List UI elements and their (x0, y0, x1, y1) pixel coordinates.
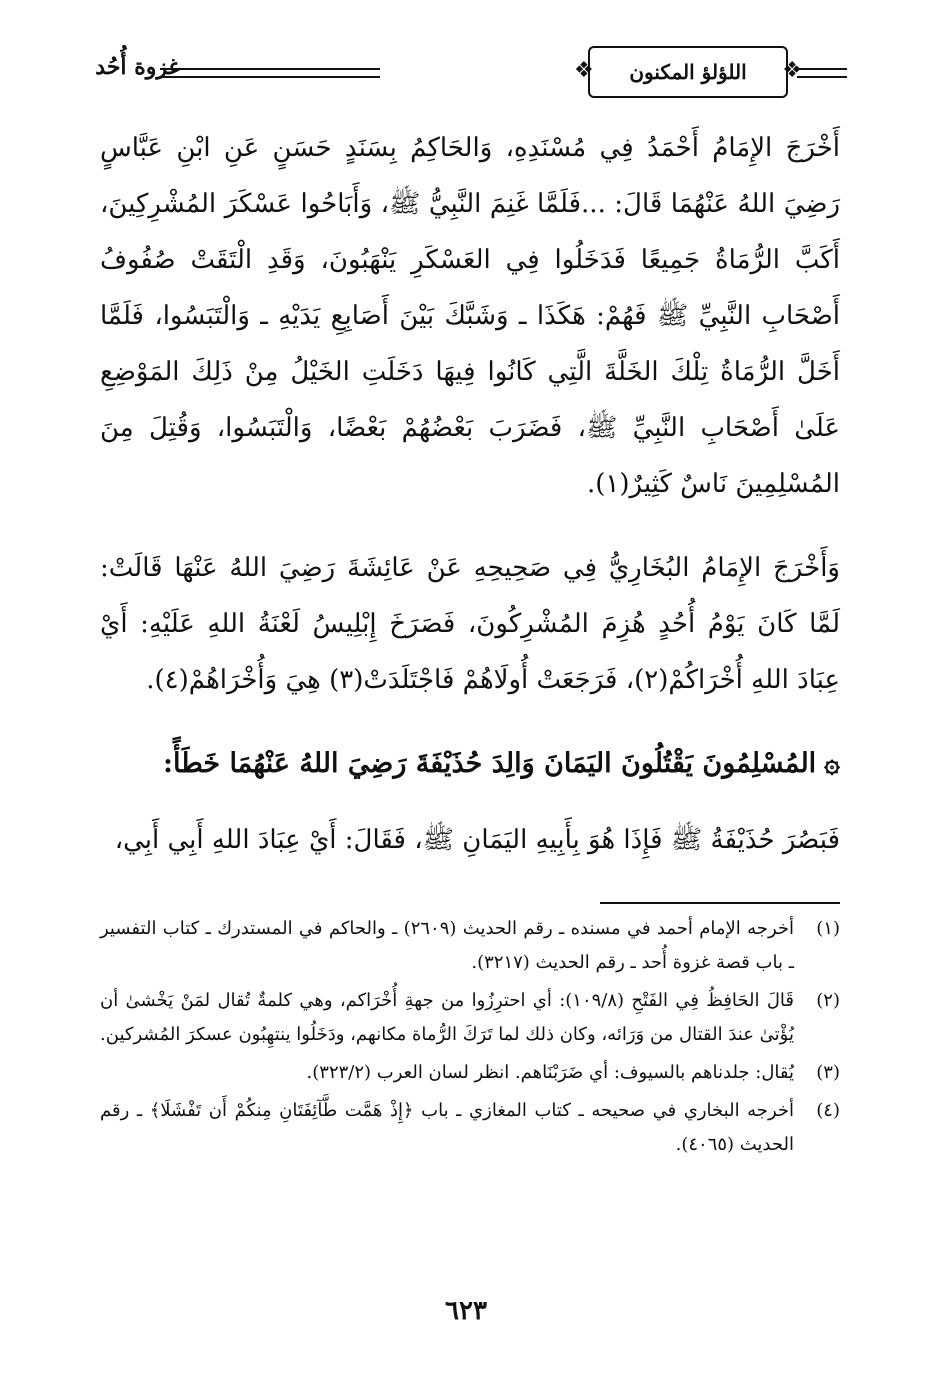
book-title: ❖ اللؤلؤ المكنون (629, 60, 747, 84)
section-title: غزوة أُحُد (95, 54, 180, 80)
footnote-number: (٤) (816, 1100, 840, 1121)
running-header (60, 40, 880, 110)
main-text (100, 120, 840, 896)
paragraph: أَخْرَجَ الإِمَامُ أَحْمَدُ فِي مُسْنَدِهِ، وَالحَاكِمُ بِسَنَدٍ حَسَنٍ عَنِ ابْنِ عَبَّاسٍ رَضِيَ اللهُ عَنْهُمَا قَالَ: ...فَلَمَّا غَنِمَ النَّبِيُّ ﷺ، وَأَبَاحُوا عَسْكَرَ المُشْرِكِينَ، أَكَبَّ الرُّمَاةُ جَمِيعًا فَدَخَلُوا فِي العَسْكَرِ يَنْهَبُونَ، وَقَدِ الْتَقَتْ صُفُوفُ أَصْحَابِ النَّبِيِّ ﷺ فَهُمْ: هَكَذَا ـ وَشَبَّكَ بَيْنَ أَصَابِعِ يَدَيْهِ ـ وَالْتَبَسُوا، فَلَمَّا أَخَلَّ الرُّمَاةُ تِلْكَ الخَلَّةَ الَّتِي كَانُوا فِيهَا دَخَلَتِ الخَيْلُ مِنْ ذَلِكَ المَوْضِعِ عَلَىٰ أَصْحَابِ النَّبِيِّ ﷺ، فَضَرَبَ بَعْضُهُمْ بَعْضًا، وَالْتَبَسُوا، وَقُتِلَ مِنَ المُسْلِمِينَ نَاسٌ كَثِيرٌ(١). (100, 133, 840, 499)
paragraph: وَأَخْرَجَ الإِمَامُ البُخَارِيُّ فِي صَحِيحِهِ عَنْ عَائِشَةَ رَضِيَ اللهُ عَنْهَا قَالَتْ: لَمَّا كَانَ يَوْمُ أُحُدٍ هُزِمَ المُشْرِكُونَ، فَصَرَخَ إِبْلِيسُ لَعْنَةُ اللهِ عَلَيْهِ: أَيْ عِبَادَ اللهِ أُخْرَاكُمْ(٢)، فَرَجَعَتْ أُولَاهُمْ فَاجْتَلَدَتْ(٣) هِيَ وَأُخْرَاهُمْ(٤). (100, 553, 840, 695)
footnote (100, 1056, 840, 1090)
paragraph: فَبَصُرَ حُذَيْفَةُ ﷺ فَإِذَا هُوَ بِأَبِيهِ اليَمَانِ ﷺ، فَقَالَ: أَيْ عِبَادَ اللهِ أَبِي أَبِي، (114, 825, 840, 855)
footnote-number: (١) (816, 918, 840, 939)
footnote-number: (٢) (816, 990, 840, 1011)
footnote-text: أخرجه الإمام أحمد في مسنده ـ رقم الحديث (٢٦٠٩) ـ والحاكم في المستدرك ـ كتاب التفسير ـ باب قصة غزوة أُحد ـ رقم الحديث (٣٢١٧). (100, 918, 794, 973)
footnote (100, 912, 840, 980)
header-rule-left (160, 68, 380, 78)
footnote-text: أخرجه البخاري في صحيحه ـ كتاب المغازي ـ باب ﴿إِذْ هَمَّت طَّآئِفَتَانِ مِنكُمْ أَن تَفْشَلَا﴾ ـ رقم الحديث (٤٠٦٥). (100, 1100, 794, 1155)
footnote-text: يُقال: جلدناهم بالسيوف: أي ضَرَبْنَاهم. انظر لسان العرب (٣٢٣/٢). (306, 1062, 794, 1083)
footnote-number: (٣) (816, 1062, 840, 1083)
footnote-text: قَالَ الحَافِظُ فِي الفَتْحِ (١٠٩/٨): أي احترِزُوا من جهةِ أُخْرَاكم، وهي كلمةٌ تُقال لمَنْ يَخْشىٰ أن يُؤْتىٰ عندَ القتال من وَرَائه، وكان ذلك لما تَرَكَ الرُّماة مكانهم، ودَخَلُوا ينتهِبُون عسكرَ المُشركين. (100, 990, 794, 1045)
header-rule-right (797, 68, 847, 78)
subheading-text: المُسْلِمُونَ يَقْتُلُونَ اليَمَانَ وَالِدَ حُذَيْفَةَ رَضِيَ اللهُ عَنْهُمَا خَطَأً: (163, 748, 817, 779)
footnote (100, 984, 840, 1052)
page-number: ٦٢٣ (445, 1296, 487, 1326)
book-title-plate (588, 46, 788, 98)
footnote-separator (600, 902, 840, 904)
section-subheading (100, 736, 840, 792)
footnotes (100, 912, 840, 1166)
ornament-icon: ۞ (824, 748, 840, 779)
footnote (100, 1094, 840, 1162)
